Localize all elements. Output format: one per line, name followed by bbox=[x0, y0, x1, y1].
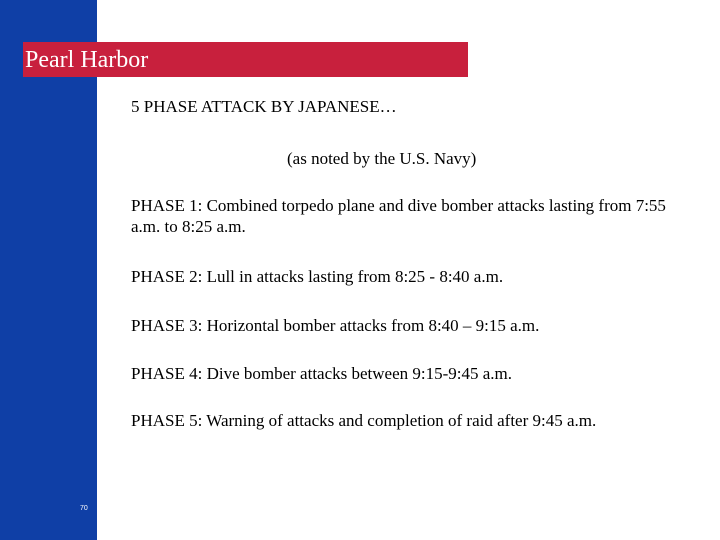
page-number: 70 bbox=[80, 505, 88, 512]
left-blue-sidebar bbox=[0, 0, 97, 540]
phase-5-text: PHASE 5: Warning of attacks and completion of raid after 9:45 a.m. bbox=[131, 411, 597, 430]
slide-subheading: (as noted by the U.S. Navy) bbox=[287, 149, 477, 168]
phase-1-text: PHASE 1: Combined torpedo plane and dive bomber attacks lasting from 7:55 a.m. to 8:25 a.m. bbox=[131, 196, 666, 236]
slide-heading: 5 PHASE ATTACK BY JAPANESE… bbox=[131, 97, 397, 116]
phase-2-text: PHASE 2: Lull in attacks lasting from 8:25 - 8:40 a.m. bbox=[131, 267, 504, 286]
phase-3-text: PHASE 3: Horizontal bomber attacks from 8:40 – 9:15 a.m. bbox=[131, 316, 540, 335]
phase-4-text: PHASE 4: Dive bomber attacks between 9:15-9:45 a.m. bbox=[131, 364, 513, 383]
slide-title: Pearl Harbor bbox=[25, 46, 149, 73]
title-band bbox=[23, 42, 468, 77]
